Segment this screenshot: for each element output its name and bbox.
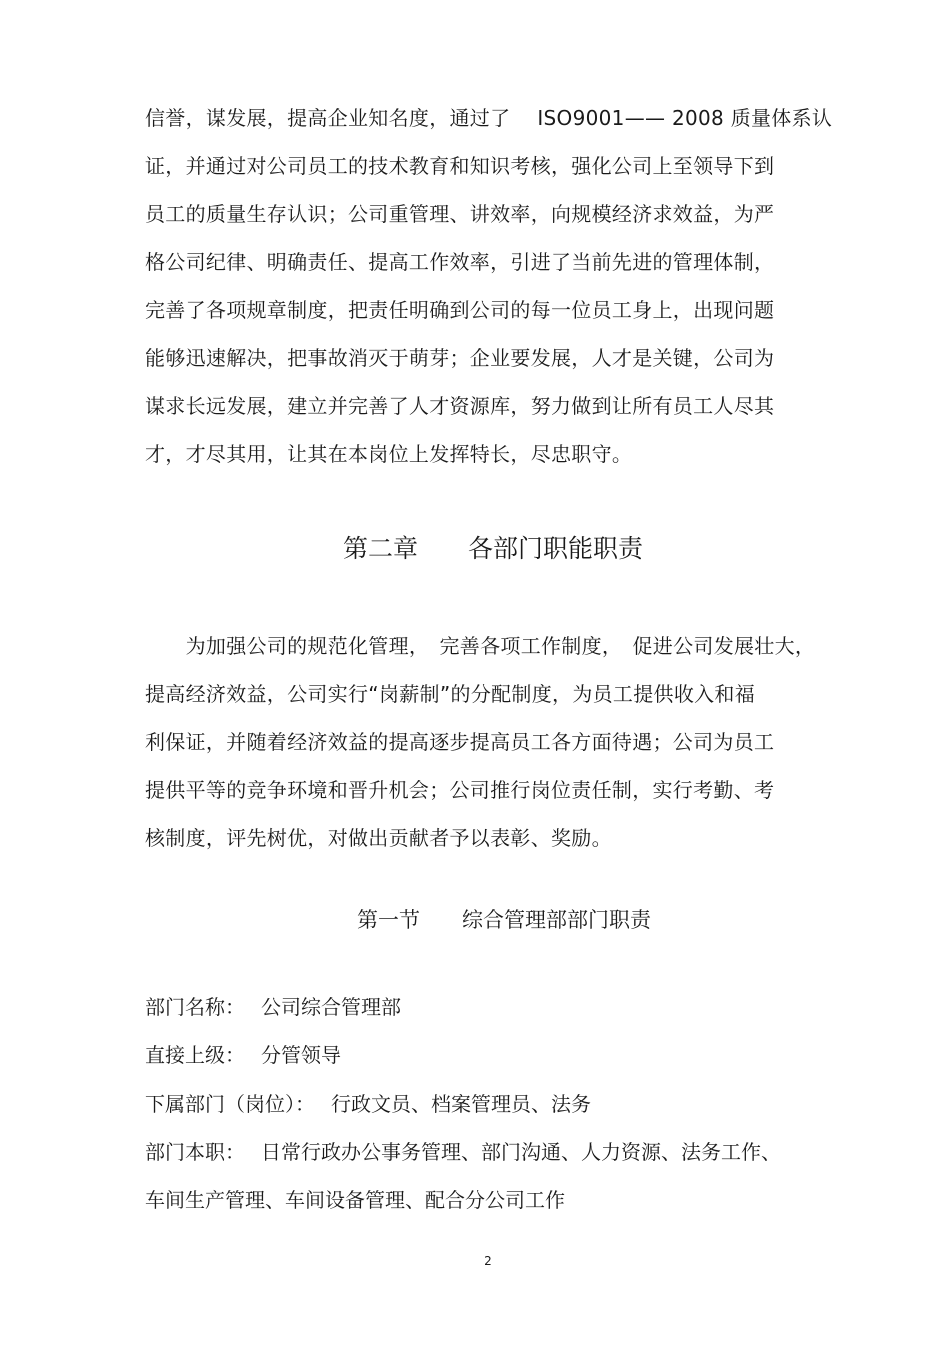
department-name-label: 部门名称： [145,995,245,1019]
chapter-paragraph-line-5: 核制度，评先树优，对做出贡献者予以表彰、奖励。 [145,826,612,850]
chapter-paragraph-line-1: 为加强公司的规范化管理， 完善各项工作制度， 促进公司发展壮大， [145,634,816,658]
department-name-value: 公司综合管理部 [261,995,401,1019]
subordinate-departments-value: 行政文员、档案管理员、法务 [331,1092,591,1116]
direct-superior-label: 直接上级： [145,1043,245,1067]
department-name-row [145,995,401,1019]
chapter-title: 第二章 各部门职能职责 [342,534,643,563]
intro-line-3: 员工的质量生存认识；公司重管理、讲效率，向规模经济求效益，为严 [145,202,775,226]
subordinate-departments-label: 下属部门（岗位）： [145,1092,315,1116]
page-number: 2 [484,1254,492,1268]
department-duties-continued: 车间生产管理、车间设备管理、配合分公司工作 [145,1188,565,1212]
department-duties-label: 部门本职： [145,1140,245,1164]
department-duties-value: 日常行政办公事务管理、部门沟通、人力资源、法务工作、 [261,1140,781,1164]
intro-line-8: 才，才尽其用，让其在本岗位上发挥特长，尽忠职守。 [145,442,633,466]
direct-superior-row [145,1043,341,1067]
chapter-paragraph-line-4: 提供平等的竞争环境和晋升机会；公司推行岗位责任制，实行考勤、考 [145,778,775,802]
intro-line-2: 证，并通过对公司员工的技术教育和知识考核，强化公司上至领导下到 [145,154,775,178]
section-title: 第一节 综合管理部部门职责 [357,908,651,932]
chapter-paragraph-line-2: 提高经济效益，公司实行“岗薪制”的分配制度，为员工提供收入和福 [145,682,756,706]
intro-line-1: 信誉，谋发展，提高企业知名度，通过了 ISO9001—— 2008 质量体系认 [145,106,833,130]
subordinate-departments-row [145,1092,591,1116]
chapter-paragraph-line-3: 利保证，并随着经济效益的提高逐步提高员工各方面待遇；公司为员工 [145,730,775,754]
intro-line-5: 完善了各项规章制度，把责任明确到公司的每一位员工身上，出现问题 [145,298,775,322]
intro-line-4: 格公司纪律、明确责任、提高工作效率，引进了当前先进的管理体制， [145,250,775,274]
department-duties-row [145,1140,781,1164]
direct-superior-value: 分管领导 [261,1043,341,1067]
intro-line-6: 能够迅速解决，把事故消灭于萌芽；企业要发展，人才是关键，公司为 [145,346,775,370]
intro-line-7: 谋求长远发展，建立并完善了人才资源库，努力做到让所有员工人尽其 [145,394,775,418]
